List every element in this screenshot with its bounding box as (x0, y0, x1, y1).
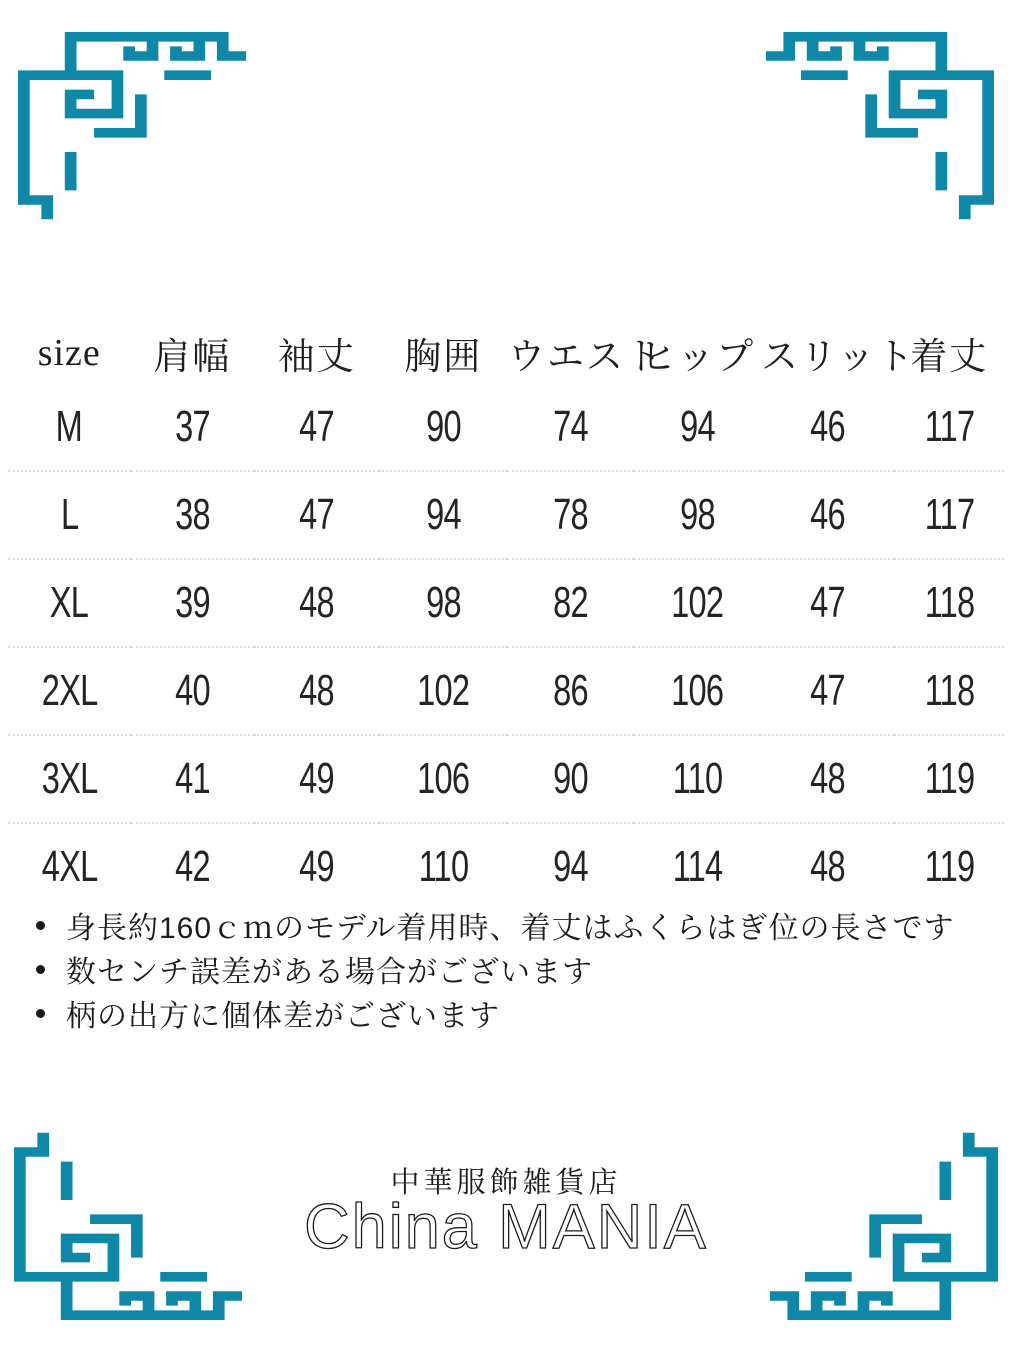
cell-value: 47 (299, 490, 335, 539)
note-item (36, 991, 955, 1035)
note-text: 柄の出方に個体差がございます (66, 1000, 500, 1033)
table-row-2xl (8, 647, 1004, 735)
note-text: 身長約160ｃｍのモデル着用時、着丈はふくらはぎ位の長さです (66, 912, 955, 945)
cell-value: 37 (174, 402, 210, 451)
cell-value: 90 (425, 402, 461, 451)
cell-value: 110 (418, 842, 469, 891)
row-label: 4XL (41, 842, 98, 891)
cell-value: 41 (174, 754, 210, 803)
cell-value: 46 (809, 490, 845, 539)
col-header-chest: 胸囲 (404, 336, 483, 377)
cell-value: 49 (299, 754, 335, 803)
cell-value: 118 (924, 666, 975, 715)
fret-ornament-top-left-icon (18, 32, 252, 224)
cell-value: 106 (417, 754, 470, 803)
cell-value: 118 (924, 578, 975, 627)
col-header-slit: スリット (760, 336, 916, 377)
cell-value: 78 (553, 490, 589, 539)
cell-value: 49 (299, 842, 335, 891)
note-item (36, 903, 955, 947)
cell-value: 47 (299, 402, 335, 451)
cell-value: 102 (417, 666, 470, 715)
cell-value: 38 (174, 490, 210, 539)
col-header-hip: ヒップ (639, 336, 756, 377)
bullet-icon (36, 1009, 45, 1018)
fret-ornament-bottom-left-icon (14, 1128, 248, 1320)
cell-value: 119 (924, 842, 975, 891)
cell-value: 114 (672, 842, 723, 891)
row-label: XL (50, 578, 89, 627)
brand-logo-text: China MANIA (304, 1194, 708, 1262)
notes-list (36, 903, 955, 1035)
note-text: 数センチ誤差がある場合がございます (66, 956, 593, 989)
cell-value: 82 (553, 578, 589, 627)
row-label: M (56, 402, 83, 451)
cell-value: 47 (809, 666, 845, 715)
shop-type-label: 中華服飾雑貨店 (390, 1167, 622, 1199)
cell-value: 110 (672, 754, 723, 803)
cell-value: 48 (299, 666, 335, 715)
fret-ornament-bottom-right-icon (764, 1128, 998, 1320)
row-label: 3XL (41, 754, 98, 803)
cell-value: 90 (553, 754, 589, 803)
table-row-m (8, 384, 1004, 471)
row-label: L (60, 490, 78, 539)
cell-value: 119 (924, 754, 975, 803)
cell-value: 42 (174, 842, 210, 891)
cell-value: 106 (671, 666, 724, 715)
table-row-l (8, 471, 1004, 559)
brand-logo (276, 1194, 736, 1264)
cell-value: 117 (924, 402, 975, 451)
cell-value: 94 (425, 490, 461, 539)
table-row-3xl (8, 735, 1004, 823)
cell-value: 94 (553, 842, 589, 891)
cell-value: 117 (924, 490, 975, 539)
cell-value: 47 (809, 578, 845, 627)
cell-value: 39 (174, 578, 210, 627)
cell-value: 94 (679, 402, 715, 451)
cell-value: 48 (809, 842, 845, 891)
table-row-4xl (8, 823, 1004, 910)
fret-ornament-top-right-icon (760, 32, 994, 224)
cell-value: 40 (174, 666, 210, 715)
col-header-sleeve: 袖丈 (277, 336, 356, 377)
bullet-icon (36, 921, 45, 930)
cell-value: 48 (809, 754, 845, 803)
cell-value: 98 (679, 490, 715, 539)
bullet-icon (36, 965, 45, 974)
size-table (8, 322, 1004, 910)
cell-value: 98 (425, 578, 461, 627)
cell-value: 48 (299, 578, 335, 627)
col-header-size: size (37, 332, 101, 374)
col-header-shoulder: 肩幅 (153, 336, 232, 377)
note-item (36, 947, 955, 991)
cell-value: 46 (809, 402, 845, 451)
table-header-row (8, 322, 1004, 384)
cell-value: 102 (671, 578, 724, 627)
col-header-waist: ウエスト (507, 336, 664, 377)
cell-value: 86 (553, 666, 589, 715)
table-row-xl (8, 559, 1004, 647)
col-header-length: 着丈 (910, 336, 989, 377)
cell-value: 74 (553, 402, 589, 451)
row-label: 2XL (41, 666, 98, 715)
